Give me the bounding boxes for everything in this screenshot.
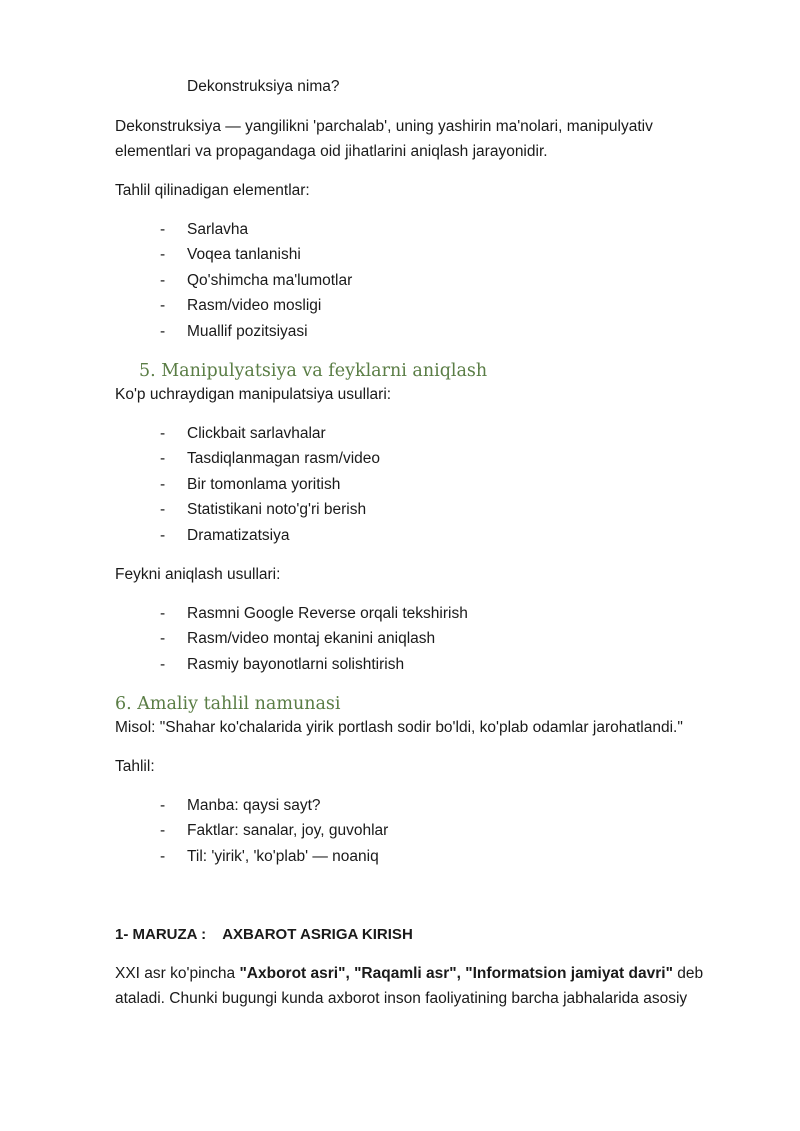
list-bullet: -	[160, 797, 166, 814]
list-item: Til: 'yirik', 'ko'plab' — noaniq	[187, 848, 379, 865]
list-item: Rasmni Google Reverse orqali tekshirish	[187, 605, 468, 622]
list-bullet: -	[160, 501, 166, 518]
list-bullet: -	[160, 848, 166, 865]
list-bullet: -	[160, 450, 166, 467]
term-separator: ,	[456, 965, 466, 982]
list-item: Manba: qaysi sayt?	[187, 797, 321, 814]
list-item: Clickbait sarlavhalar	[187, 425, 326, 442]
elements-label: Tahlil qilinadigan elementlar:	[115, 182, 310, 199]
list-item: Qo'shimcha ma'lumotlar	[187, 272, 353, 289]
intro-paragraph-line-1: Dekonstruksiya — yangilikni 'parchalab', uning yashirin ma'nolari, manipulyativ	[115, 118, 653, 135]
list-bullet: -	[160, 476, 166, 493]
list-bullet: -	[160, 221, 166, 238]
term-informatsion-jamiyat: "Informatsion jamiyat davri"	[465, 965, 673, 982]
lecture-paragraph-line-1	[115, 964, 703, 984]
term-axborot-asri: "Axborot asri"	[239, 965, 346, 982]
lecture-paragraph-line-2: ataladi. Chunki bugungi kunda axborot inson faoliyatining barcha jabhalarida asosiy	[115, 990, 688, 1007]
list-bullet: -	[160, 425, 166, 442]
list-item: Muallif pozitsiyasi	[187, 323, 308, 340]
list-bullet: -	[160, 246, 166, 263]
section-5-heading: 5. Manipulyatsiya va feyklarni aniqlash	[139, 361, 488, 381]
lecture-text: deb	[672, 965, 704, 982]
intro-paragraph-line-2: elementlari va propagandaga oid jihatlarini aniqlash jarayonidir.	[115, 143, 548, 160]
list-item: Dramatizatsiya	[187, 527, 290, 544]
list-bullet: -	[160, 605, 166, 622]
list-item: Voqea tanlanishi	[187, 246, 301, 263]
lecture-title: 1- MARUZA : AXBAROT ASRIGA KIRISH	[115, 926, 413, 943]
section-6-heading: 6. Amaliy tahlil namunasi	[115, 694, 341, 714]
list-item: Sarlavha	[187, 221, 249, 238]
list-bullet: -	[160, 297, 166, 314]
analysis-label: Tahlil:	[115, 758, 155, 775]
fake-detection-label: Feykni aniqlash usullari:	[115, 566, 281, 583]
list-item: Statistikani noto'g'ri berish	[187, 501, 367, 518]
list-item: Tasdiqlanmagan rasm/video	[187, 450, 380, 467]
list-bullet: -	[160, 656, 166, 673]
list-item: Bir tomonlama yoritish	[187, 476, 341, 493]
list-item: Rasm/video montaj ekanini aniqlash	[187, 630, 436, 647]
manipulation-methods-label: Ko'p uchraydigan manipulatsiya usullari:	[115, 386, 392, 403]
list-bullet: -	[160, 630, 166, 647]
lecture-text: XXI asr ko'pincha	[115, 965, 240, 982]
term-raqamli-asr: "Raqamli asr"	[354, 965, 457, 982]
intro-title: Dekonstruksiya nima?	[187, 78, 340, 95]
list-bullet: -	[160, 272, 166, 289]
term-separator: ,	[345, 965, 355, 982]
list-bullet: -	[160, 527, 166, 544]
list-item: Faktlar: sanalar, joy, guvohlar	[187, 822, 389, 839]
list-item: Rasm/video mosligi	[187, 297, 322, 314]
example-text: Misol: "Shahar ko'chalarida yirik portlash sodir bo'ldi, ko'plab odamlar jarohatlandi."	[115, 719, 683, 736]
list-bullet: -	[160, 822, 166, 839]
list-bullet: -	[160, 323, 166, 340]
list-item: Rasmiy bayonotlarni solishtirish	[187, 656, 405, 673]
